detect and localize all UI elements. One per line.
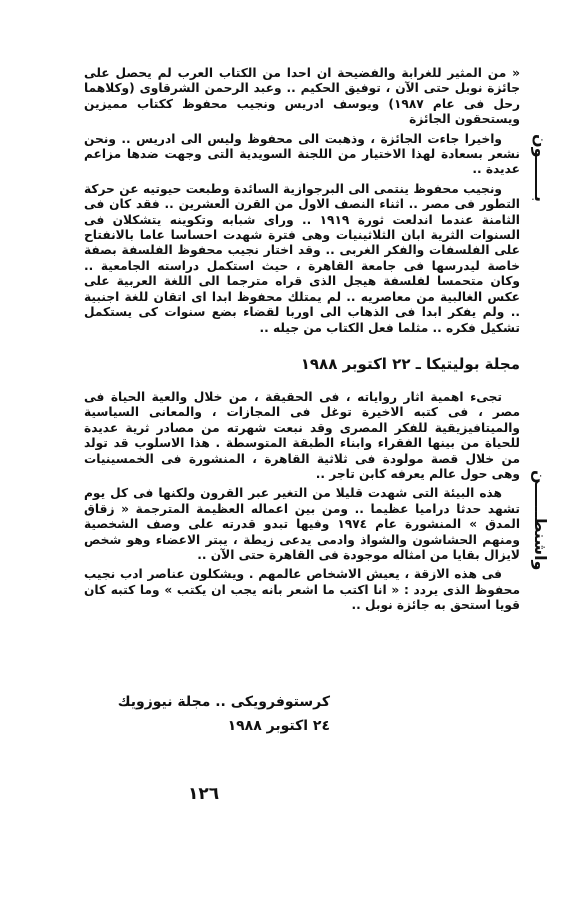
- section-heading: مجلة بوليتيكا ـ ٢٢ اكتوبر ١٩٨٨: [300, 354, 520, 373]
- text-column: [84, 66, 520, 618]
- paragraph: تجىء اهمية اثار رواياته ، فى الحقيقة ، من خلال والعية الحياة فى مصر ، فى كتبه الاخيرة توغل فى المجازات ، والمعانى السياسية والميتافيزيقية للفكر المصرى وقد نبعت شهرته من مصادر ثرية عديدة للحياة من بينها الفقراء وابناء الطبقة المتوسطة . هذا الاسلوب قد تولد من خلال قصة مولودة فى ثلاثية القاهرة ، المنشورة فى الخمسينيات وهى حول عالم يعرفه كابن تاجر ..: [84, 389, 520, 481]
- paragraph: ونجيب محفوظ ينتمى الى البرجوازية السائدة وطبعت حيوتيه عن حركة التطور فى مصر .. اثناء النصف الاول من القرن العشرين .. فقد كان فى الثامنة عندما اندلعت ثورة ١٩١٩ .. وراى شبابه وتكوينه يتشكلان فى السنوات الثرية ابان الثلاثينيات وهى فترة شهدت احساسا عاما بالانفتاح على الفلسفات والفكر الغربى .. وقد اختار نجيب محفوظ الفلسفة بصفة خاصة ليدرسها فى جامعة القاهرة ، حيث استكمل دراسته الجامعية .. وكان متحمسا لفلسفة هيجل الذى قراه مترجما الى اللغة العربية على عكس الغالبية من معاصريه .. لم يمتلك محفوظ ابدا اى اتقان للغة اجنبية .. ولم يفكر ابدا فى الذهاب الى اوربا لقضاء بضع سنوات كى يستكمل تشكيل فكره .. مثلما فعل الكتاب من جيله ..: [84, 181, 520, 335]
- signature-date: ٢٤ اكتوبر ١٩٨٨: [227, 718, 330, 734]
- margin-label-bonn: بـــــــون: [531, 134, 550, 202]
- margin-label-washington: واشنطــــــن: [531, 469, 550, 570]
- signature-author: كرستوفرويكى .. مجلة نيوزويك: [117, 694, 330, 710]
- paragraph: « من المثير للغرابة والفضيحة ان احدا من الكتاب العرب لم يحصل على جائزة نوبل حتى الآن ، توفيق الحكيم .. وعبد الرحمن الشرقاوى (وكلاهما رحل فى عام ١٩٨٧) ويوسف ادريس ونجيب محفوظ ككتاب مميزين ويستحقون الجائزة: [84, 66, 520, 127]
- paragraph: واخيرا جاءت الجائزة ، وذهبت الى محفوظ وليس الى ادريس .. ونحن نشعر بسعادة لهذا الاختيار من اللجنة السويدية التى وجهت ضدها مزاعم عديدة ..: [84, 131, 520, 177]
- paragraph: هذه البيئة التى شهدت قليلا من التغير عبر القرون ولكنها فى كل يوم تشهد حدثا دراميا عظيما .. ومن بين اعماله العظيمة المترجمة « زقاق المدق » المنشورة عام ١٩٧٤ وفيها تبدو قدرته على وصف الشخصية ومنهم الحشاشون والشواذ وادمى يدعى زيطة ، يبتر الاعضاء وهو شخص لايزال بقايا من امثاله موجودة فى القاهرة حتى الآن ..: [84, 486, 520, 562]
- signature-block: [70, 690, 330, 738]
- page-number: ١٢٦: [188, 784, 220, 804]
- paragraph: فى هذه الازقة ، يعيش الاشخاص عالمهم . ويشكلون عناصر ادب نجيب محفوظ الذى يردد : « انا اكتب ما اشعر بانه يجب ان يكتب » وما كتبه كان قويا استحق به جائزة نوبل ..: [84, 567, 520, 613]
